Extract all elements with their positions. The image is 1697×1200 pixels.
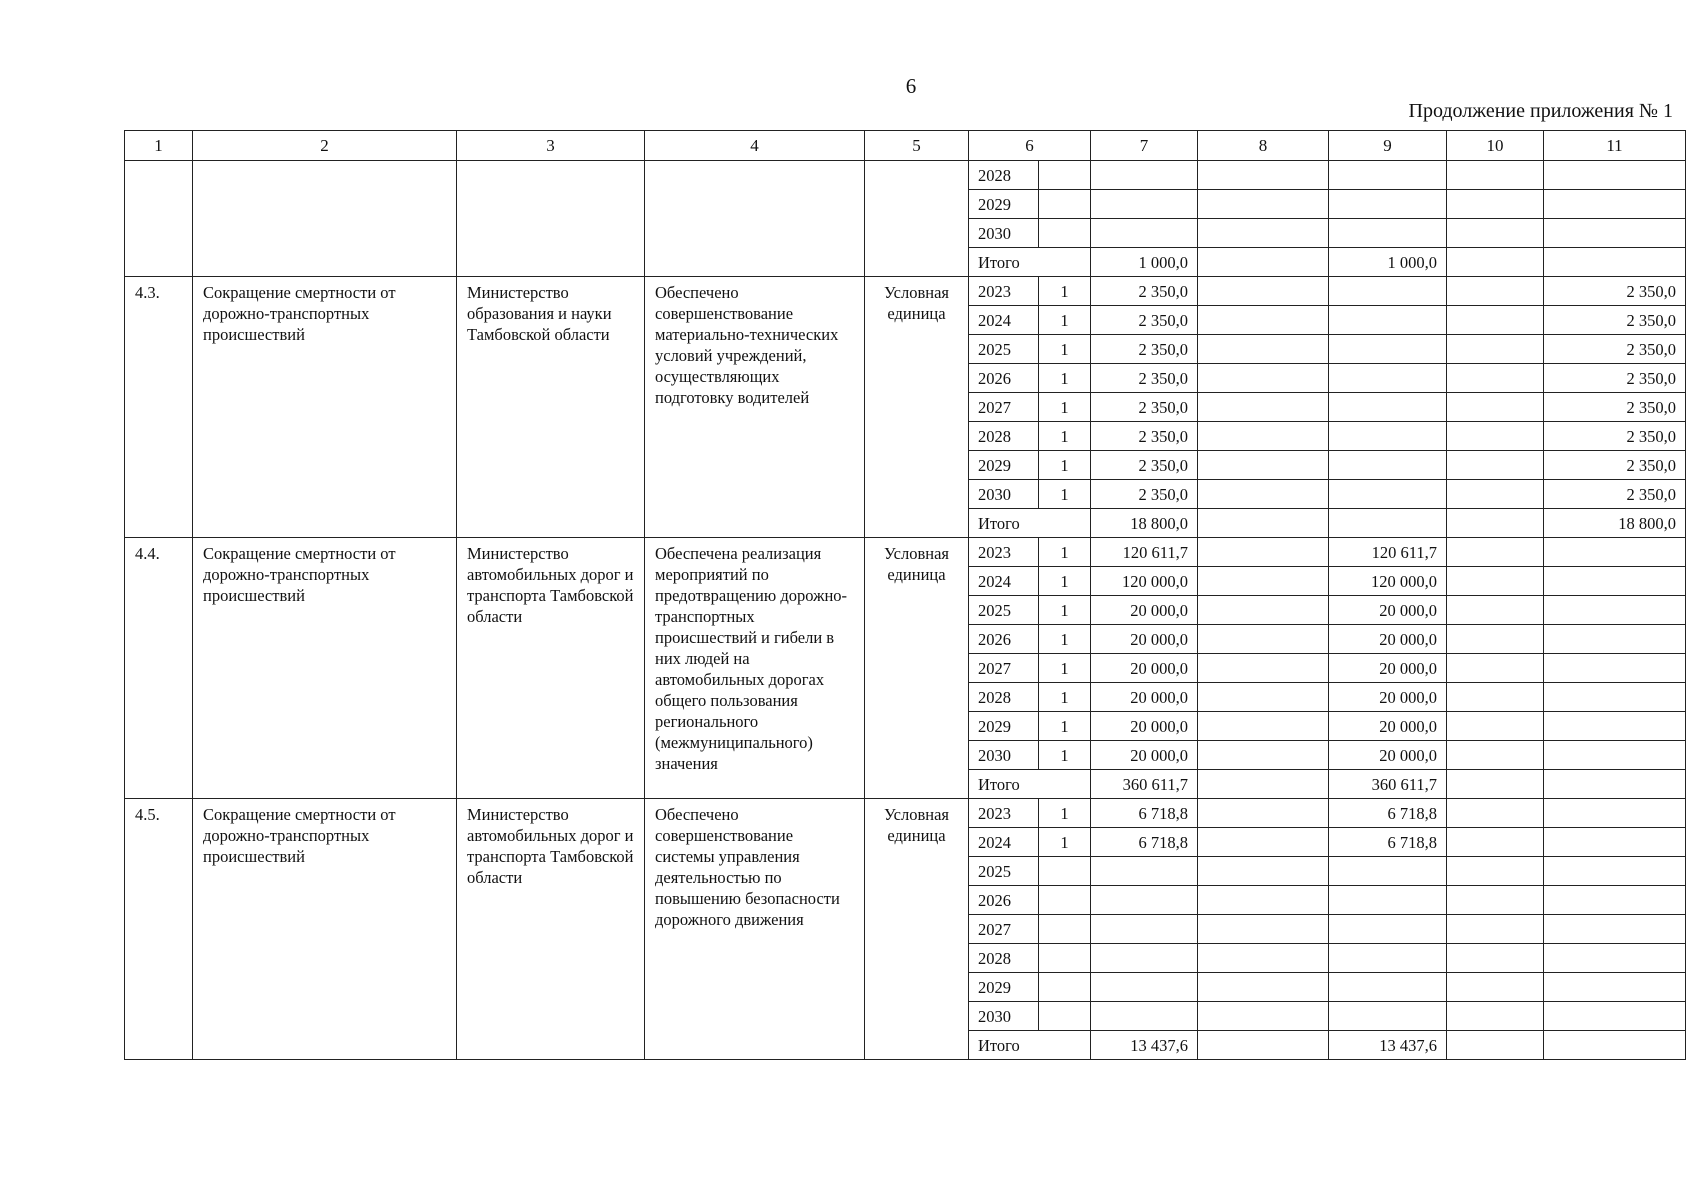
amount-cell-9 [1329,306,1447,335]
indicator-value-cell: 1 [1039,451,1091,480]
indicator-value-cell [1039,190,1091,219]
amount-cell-8 [1198,712,1329,741]
table-row [125,161,1686,190]
amount-cell-10 [1447,915,1544,944]
amount-cell-11 [1544,654,1686,683]
amount-cell-8 [1198,915,1329,944]
amount-cell-11 [1544,886,1686,915]
amount-cell-7: 2 350,0 [1091,364,1198,393]
amount-cell-11 [1544,741,1686,770]
amount-cell-7: 120 000,0 [1091,567,1198,596]
year-cell: 2027 [969,393,1039,422]
year-cell: 2024 [969,828,1039,857]
table-body [125,161,1686,1060]
total-amount-cell-11: 18 800,0 [1544,509,1686,538]
indicator-value-cell: 1 [1039,596,1091,625]
indicator-value-cell: 1 [1039,364,1091,393]
amount-cell-7 [1091,161,1198,190]
amount-cell-11 [1544,596,1686,625]
result-description: Обеспечена реализация мероприятий по предотвращению дорожно-транспортных происшествий и гибели в них людей на автомобильных дорогах общего пользования регионального (межмуниципального) значения [645,538,865,799]
amount-cell-7 [1091,219,1198,248]
year-cell: 2029 [969,712,1039,741]
section-number: 4.3. [125,277,193,538]
amount-cell-9 [1329,393,1447,422]
amount-cell-9 [1329,335,1447,364]
total-label: Итого [969,248,1091,277]
indicator-value-cell: 1 [1039,683,1091,712]
amount-cell-10 [1447,683,1544,712]
amount-cell-11: 2 350,0 [1544,422,1686,451]
total-amount-cell-7: 1 000,0 [1091,248,1198,277]
column-header-11: 11 [1544,131,1686,161]
amount-cell-10 [1447,596,1544,625]
amount-cell-9: 20 000,0 [1329,741,1447,770]
amount-cell-9 [1329,277,1447,306]
total-label: Итого [969,770,1091,799]
table-row [125,277,1686,306]
amount-cell-7: 20 000,0 [1091,625,1198,654]
indicator-value-cell: 1 [1039,828,1091,857]
indicator-value-cell: 1 [1039,306,1091,335]
amount-cell-10 [1447,886,1544,915]
amount-cell-10 [1447,306,1544,335]
executor-name: Министерство автомобильных дорог и транспорта Тамбовской области [457,799,645,1060]
amount-cell-8 [1198,190,1329,219]
amount-cell-8 [1198,161,1329,190]
indicator-value-cell [1039,857,1091,886]
amount-cell-8 [1198,219,1329,248]
total-amount-cell-11 [1544,248,1686,277]
amount-cell-8 [1198,451,1329,480]
column-number-row [125,131,1686,161]
column-header-10: 10 [1447,131,1544,161]
annex-title: Продолжение приложения № 1 [1408,100,1673,122]
amount-cell-11 [1544,161,1686,190]
total-amount-cell-9: 1 000,0 [1329,248,1447,277]
indicator-value-cell: 1 [1039,654,1091,683]
indicator-value-cell: 1 [1039,625,1091,654]
amount-cell-10 [1447,973,1544,1002]
indicator-value-cell [1039,944,1091,973]
result-description: Обеспечено совершенствование материально-технических условий учреждений, осуществляющих подготовку водителей [645,277,865,538]
section-number: 4.4. [125,538,193,799]
indicator-value-cell: 1 [1039,335,1091,364]
column-header-5: 5 [865,131,969,161]
amount-cell-11 [1544,190,1686,219]
amount-cell-11 [1544,219,1686,248]
amount-cell-8 [1198,799,1329,828]
column-header-9: 9 [1329,131,1447,161]
year-cell: 2029 [969,190,1039,219]
amount-cell-11 [1544,973,1686,1002]
indicator-value-cell: 1 [1039,741,1091,770]
amount-cell-8 [1198,277,1329,306]
amount-cell-10 [1447,335,1544,364]
amount-cell-9: 20 000,0 [1329,712,1447,741]
indicator-value-cell [1039,973,1091,1002]
total-label: Итого [969,509,1091,538]
year-cell: 2025 [969,857,1039,886]
indicator-value-cell [1039,915,1091,944]
amount-cell-8 [1198,857,1329,886]
amount-cell-7: 20 000,0 [1091,741,1198,770]
amount-cell-10 [1447,654,1544,683]
amount-cell-9 [1329,944,1447,973]
amount-cell-8 [1198,1002,1329,1031]
amount-cell-8 [1198,306,1329,335]
amount-cell-8 [1198,335,1329,364]
table-row [125,538,1686,567]
amount-cell-9 [1329,161,1447,190]
indicator-value-cell: 1 [1039,422,1091,451]
amount-cell-8 [1198,364,1329,393]
amount-cell-7: 2 350,0 [1091,335,1198,364]
total-amount-cell-7: 13 437,6 [1091,1031,1198,1060]
amount-cell-9: 6 718,8 [1329,799,1447,828]
amount-cell-9 [1329,1002,1447,1031]
amount-cell-10 [1447,567,1544,596]
amount-cell-11 [1544,857,1686,886]
amount-cell-10 [1447,857,1544,886]
continued-cell-1 [125,161,193,277]
amount-cell-8 [1198,944,1329,973]
table-row [125,799,1686,828]
indicator-value-cell: 1 [1039,393,1091,422]
amount-cell-7 [1091,1002,1198,1031]
amount-cell-11: 2 350,0 [1544,306,1686,335]
amount-cell-10 [1447,393,1544,422]
year-cell: 2029 [969,451,1039,480]
year-cell: 2025 [969,596,1039,625]
year-cell: 2028 [969,422,1039,451]
amount-cell-10 [1447,277,1544,306]
total-amount-cell-8 [1198,1031,1329,1060]
amount-cell-10 [1447,451,1544,480]
year-cell: 2025 [969,335,1039,364]
amount-cell-7: 2 350,0 [1091,451,1198,480]
amount-cell-9: 120 611,7 [1329,538,1447,567]
amount-cell-9: 20 000,0 [1329,654,1447,683]
amount-cell-8 [1198,625,1329,654]
amount-cell-7: 2 350,0 [1091,393,1198,422]
amount-cell-8 [1198,538,1329,567]
amount-cell-11 [1544,799,1686,828]
result-description: Обеспечено совершенствование системы управления деятельностью по повышению безопасности дорожного движения [645,799,865,1060]
amount-cell-10 [1447,944,1544,973]
amount-cell-10 [1447,1002,1544,1031]
year-cell: 2030 [969,219,1039,248]
year-cell: 2023 [969,799,1039,828]
amount-cell-11 [1544,944,1686,973]
amount-cell-7: 20 000,0 [1091,712,1198,741]
amount-cell-9 [1329,219,1447,248]
column-header-8: 8 [1198,131,1329,161]
column-header-1: 1 [125,131,193,161]
total-amount-cell-7: 360 611,7 [1091,770,1198,799]
year-cell: 2027 [969,915,1039,944]
year-cell: 2030 [969,741,1039,770]
indicator-value-cell [1039,219,1091,248]
year-cell: 2030 [969,1002,1039,1031]
column-header-6: 6 [969,131,1091,161]
indicator-value-cell: 1 [1039,799,1091,828]
continued-cell-5 [865,161,969,277]
amount-cell-10 [1447,422,1544,451]
amount-cell-9: 120 000,0 [1329,567,1447,596]
indicator-value-cell [1039,1002,1091,1031]
indicator-value-cell: 1 [1039,567,1091,596]
total-amount-cell-7: 18 800,0 [1091,509,1198,538]
amount-cell-8 [1198,422,1329,451]
amount-cell-10 [1447,741,1544,770]
amount-cell-8 [1198,393,1329,422]
indicator-value-cell: 1 [1039,712,1091,741]
amount-cell-7: 2 350,0 [1091,480,1198,509]
amount-cell-7: 20 000,0 [1091,596,1198,625]
amount-cell-9: 20 000,0 [1329,625,1447,654]
total-label: Итого [969,1031,1091,1060]
amount-cell-7 [1091,915,1198,944]
amount-cell-11 [1544,1002,1686,1031]
amount-cell-9 [1329,451,1447,480]
amount-cell-10 [1447,799,1544,828]
amount-cell-9 [1329,480,1447,509]
amount-cell-8 [1198,654,1329,683]
total-amount-cell-11 [1544,770,1686,799]
page-number: 6 [905,74,917,98]
amount-cell-11 [1544,625,1686,654]
amount-cell-11 [1544,712,1686,741]
amount-cell-11 [1544,828,1686,857]
task-name: Сокращение смертности от дорожно-транспортных происшествий [193,277,457,538]
amount-cell-8 [1198,567,1329,596]
amount-cell-7 [1091,886,1198,915]
amount-cell-9 [1329,364,1447,393]
total-amount-cell-8 [1198,248,1329,277]
amount-cell-10 [1447,190,1544,219]
total-amount-cell-11 [1544,1031,1686,1060]
year-cell: 2026 [969,625,1039,654]
column-header-2: 2 [193,131,457,161]
amount-cell-11 [1544,567,1686,596]
amount-cell-8 [1198,828,1329,857]
amount-cell-11: 2 350,0 [1544,277,1686,306]
amount-cell-7: 20 000,0 [1091,683,1198,712]
amount-cell-11: 2 350,0 [1544,393,1686,422]
amount-cell-7: 2 350,0 [1091,422,1198,451]
year-cell: 2029 [969,973,1039,1002]
amount-cell-8 [1198,741,1329,770]
amount-cell-10 [1447,480,1544,509]
column-header-7: 7 [1091,131,1198,161]
total-amount-cell-9: 13 437,6 [1329,1031,1447,1060]
year-cell: 2026 [969,364,1039,393]
year-cell: 2023 [969,277,1039,306]
total-amount-cell-8 [1198,770,1329,799]
amount-cell-7: 2 350,0 [1091,277,1198,306]
amount-cell-11 [1544,915,1686,944]
amount-cell-10 [1447,828,1544,857]
total-amount-cell-10 [1447,770,1544,799]
indicator-value-cell: 1 [1039,480,1091,509]
unit-of-measure: Условная единица [865,277,969,538]
amount-cell-11: 2 350,0 [1544,480,1686,509]
indicator-value-cell [1039,161,1091,190]
amount-cell-9 [1329,422,1447,451]
column-header-4: 4 [645,131,865,161]
year-cell: 2027 [969,654,1039,683]
task-name: Сокращение смертности от дорожно-транспортных происшествий [193,799,457,1060]
unit-of-measure: Условная единица [865,799,969,1060]
continued-cell-4 [645,161,865,277]
executor-name: Министерство образования и науки Тамбовской области [457,277,645,538]
amount-cell-11: 2 350,0 [1544,335,1686,364]
amount-cell-10 [1447,364,1544,393]
amount-cell-11: 2 350,0 [1544,451,1686,480]
column-header-3: 3 [457,131,645,161]
amount-cell-8 [1198,683,1329,712]
amount-cell-10 [1447,625,1544,654]
task-name: Сокращение смертности от дорожно-транспортных происшествий [193,538,457,799]
amount-cell-10 [1447,712,1544,741]
program-table [124,130,1686,1060]
amount-cell-11 [1544,683,1686,712]
amount-cell-10 [1447,219,1544,248]
amount-cell-9 [1329,973,1447,1002]
indicator-value-cell: 1 [1039,277,1091,306]
amount-cell-7 [1091,973,1198,1002]
amount-cell-10 [1447,538,1544,567]
amount-cell-9 [1329,857,1447,886]
amount-cell-9: 6 718,8 [1329,828,1447,857]
section-number: 4.5. [125,799,193,1060]
executor-name: Министерство автомобильных дорог и транспорта Тамбовской области [457,538,645,799]
year-cell: 2028 [969,944,1039,973]
total-amount-cell-10 [1447,1031,1544,1060]
amount-cell-8 [1198,973,1329,1002]
year-cell: 2023 [969,538,1039,567]
continued-cell-3 [457,161,645,277]
indicator-value-cell: 1 [1039,538,1091,567]
amount-cell-7: 2 350,0 [1091,306,1198,335]
total-amount-cell-10 [1447,248,1544,277]
amount-cell-7: 6 718,8 [1091,799,1198,828]
amount-cell-7: 20 000,0 [1091,654,1198,683]
amount-cell-9 [1329,190,1447,219]
total-amount-cell-10 [1447,509,1544,538]
amount-cell-9: 20 000,0 [1329,683,1447,712]
total-amount-cell-9 [1329,509,1447,538]
year-cell: 2026 [969,886,1039,915]
amount-cell-8 [1198,480,1329,509]
amount-cell-11: 2 350,0 [1544,364,1686,393]
amount-cell-7: 6 718,8 [1091,828,1198,857]
year-cell: 2028 [969,683,1039,712]
amount-cell-7 [1091,190,1198,219]
total-amount-cell-9: 360 611,7 [1329,770,1447,799]
total-amount-cell-8 [1198,509,1329,538]
indicator-value-cell [1039,886,1091,915]
unit-of-measure: Условная единица [865,538,969,799]
amount-cell-7 [1091,857,1198,886]
year-cell: 2028 [969,161,1039,190]
year-cell: 2024 [969,567,1039,596]
amount-cell-9 [1329,915,1447,944]
amount-cell-8 [1198,886,1329,915]
amount-cell-7 [1091,944,1198,973]
amount-cell-10 [1447,161,1544,190]
year-cell: 2024 [969,306,1039,335]
amount-cell-8 [1198,596,1329,625]
continued-cell-2 [193,161,457,277]
amount-cell-11 [1544,538,1686,567]
amount-cell-7: 120 611,7 [1091,538,1198,567]
year-cell: 2030 [969,480,1039,509]
amount-cell-9: 20 000,0 [1329,596,1447,625]
amount-cell-9 [1329,886,1447,915]
